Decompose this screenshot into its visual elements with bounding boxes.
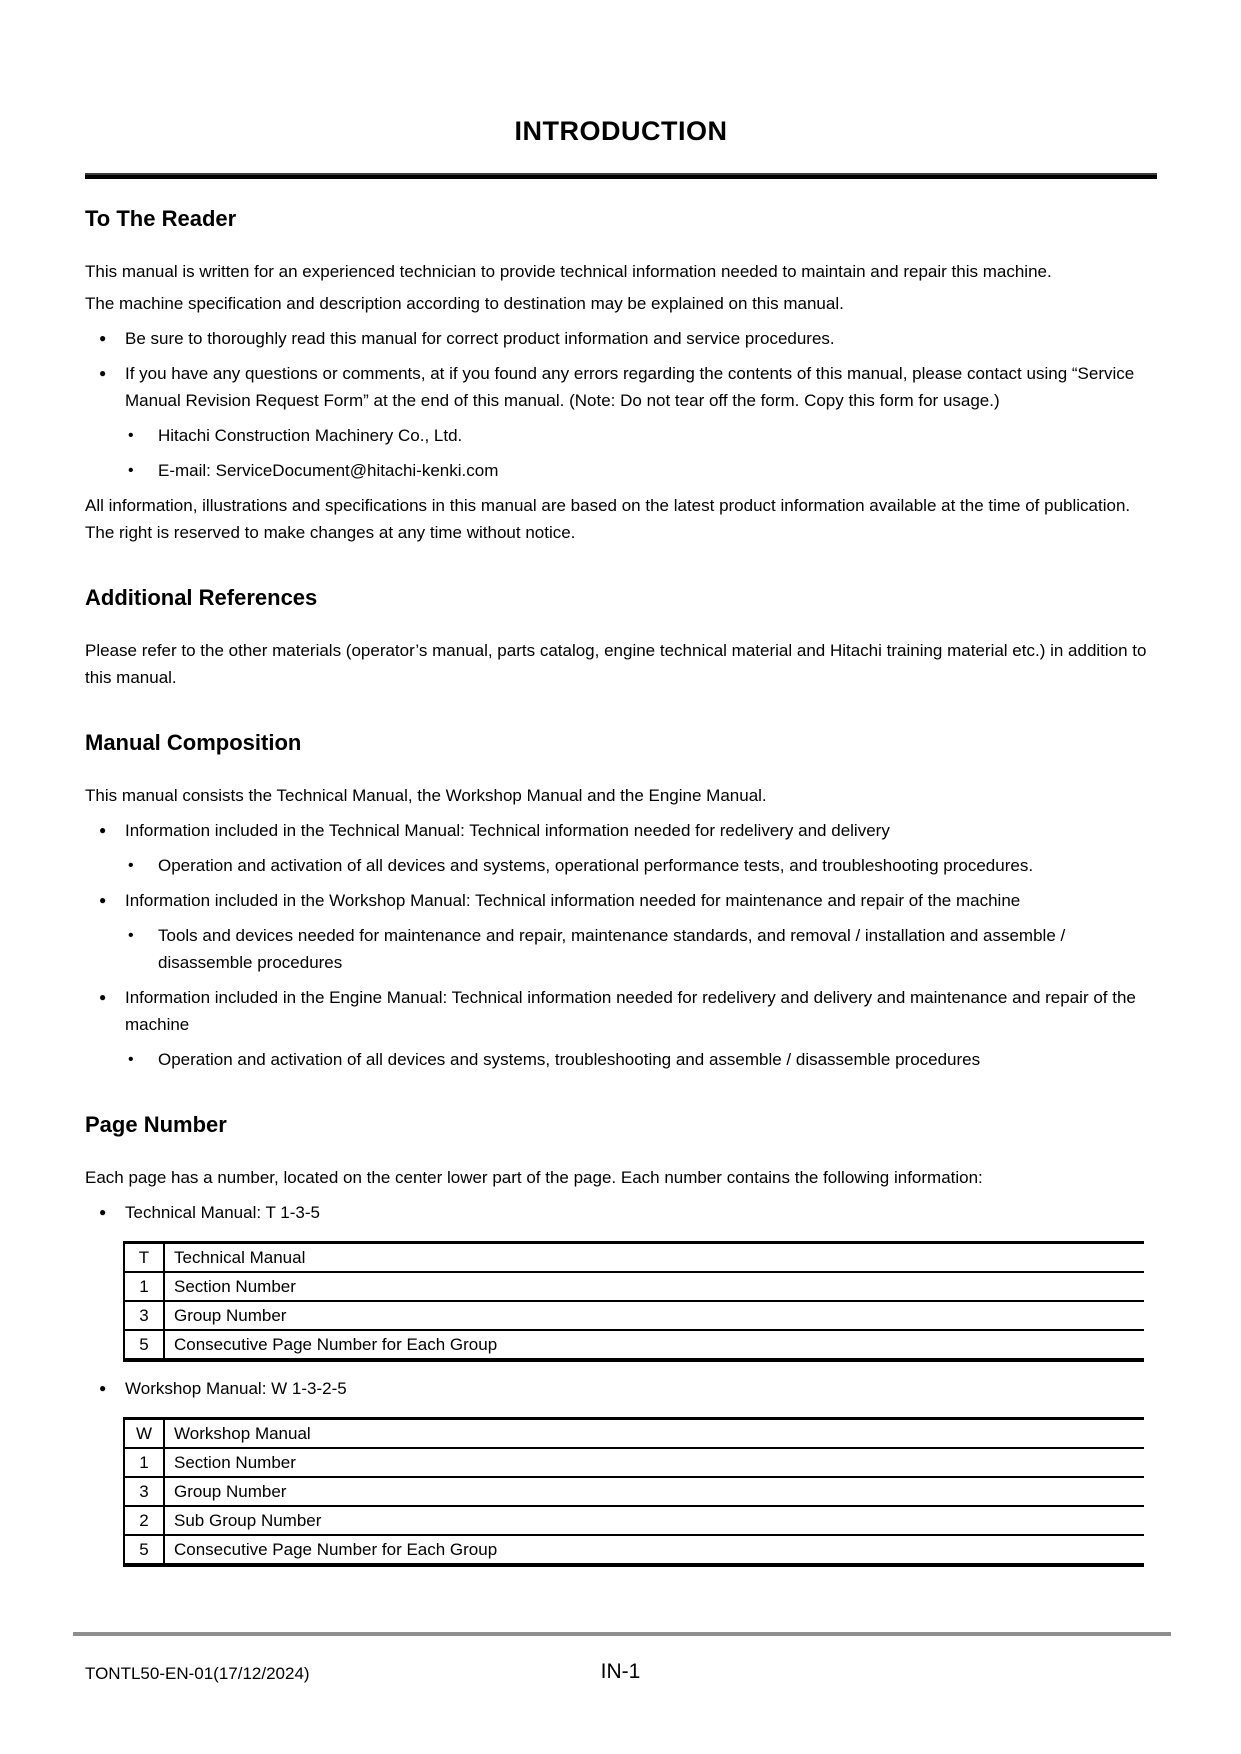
list-item-text: Information included in the Engine Manual: Technical information needed for redelivery and delivery and maintenance and repair of the machine (125, 988, 1136, 1034)
bullet-icon: ● (99, 893, 107, 907)
list-item (85, 325, 1157, 352)
list-item (85, 887, 1157, 914)
list-item-text: Operation and activation of all devices and systems, troubleshooting and assemble / disassemble procedures (158, 1050, 981, 1069)
table-row (124, 1477, 1144, 1506)
code-cell: 3 (124, 1301, 164, 1330)
description-cell: Group Number (164, 1477, 1144, 1506)
bullet-icon: ● (99, 1381, 107, 1395)
list-item-text: E-mail: ServiceDocument@hitachi-kenki.com (158, 461, 499, 480)
bullet-icon: ● (99, 823, 107, 837)
bullet-list (85, 817, 1157, 1073)
sub-bullet-icon: • (128, 857, 134, 874)
list-item-text: Information included in the Workshop Manual: Technical information needed for maintenance and repair of the machine (125, 891, 1021, 910)
list-item-text: Workshop Manual: W 1-3-2-5 (125, 1379, 347, 1398)
code-cell: 5 (124, 1330, 164, 1360)
table-row (124, 1506, 1144, 1535)
table-row (124, 1272, 1144, 1301)
list-item-text: If you have any questions or comments, at if you found any errors regarding the contents of this manual, please contact using “Service Manual Revision Request Form” at the end of this manual. (Note: Do not tear off the form. Copy this form for usage.) (125, 364, 1135, 410)
description-cell: Consecutive Page Number for Each Group (164, 1330, 1144, 1360)
code-cell: T (124, 1243, 164, 1273)
code-cell: 1 (124, 1272, 164, 1301)
bullet-icon: ● (99, 1205, 107, 1219)
sub-bullet-list (126, 422, 1157, 484)
table-row (124, 1243, 1144, 1273)
code-cell: 5 (124, 1535, 164, 1565)
heading-to-the-reader: To The Reader (85, 206, 237, 231)
technical-manual-code-table (123, 1241, 1144, 1362)
description-cell: Section Number (164, 1272, 1144, 1301)
paragraph: The machine specification and description according to destination may be explained on this manual. (85, 294, 844, 313)
list-item-text: Information included in the Technical Manual: Technical information needed for redelivery and delivery (125, 821, 890, 840)
list-item-text: Hitachi Construction Machinery Co., Ltd. (158, 426, 463, 445)
sub-bullet-icon: • (128, 1051, 134, 1068)
sub-bullet-list (126, 922, 1157, 976)
heading-page-number: Page Number (85, 1112, 227, 1137)
list-item (126, 422, 1157, 449)
code-cell: 3 (124, 1477, 164, 1506)
description-cell: Workshop Manual (174, 1424, 311, 1443)
description-cell: Section Number (164, 1448, 1144, 1477)
list-item (126, 852, 1157, 879)
page-title: INTRODUCTION (514, 116, 728, 146)
description-cell: Sub Group Number (164, 1506, 1144, 1535)
sub-bullet-icon: • (128, 462, 134, 479)
list-item (126, 922, 1157, 976)
bullet-icon: ● (99, 366, 107, 380)
table-row (124, 1535, 1144, 1565)
table-row (124, 1301, 1144, 1330)
footer-divider (73, 1632, 1171, 1636)
description-cell: Consecutive Page Number for Each Group (164, 1535, 1144, 1565)
footer-doc-code: TONTL50-EN-01(17/12/2024) (85, 1664, 310, 1683)
workshop-manual-code-table (123, 1417, 1144, 1567)
paragraph: Please refer to the other materials (operator’s manual, parts catalog, engine technical material and Hitachi training material etc.) in addition to this manual. (85, 641, 1147, 687)
list-item (85, 1375, 1157, 1402)
paragraph: Each page has a number, located on the center lower part of the page. Each number contains the following information: (85, 1168, 983, 1187)
list-item-text: Technical Manual: T 1-3-5 (125, 1203, 320, 1222)
paragraph: This manual is written for an experienced technician to provide technical information needed to maintain and repair this machine. (85, 262, 1052, 281)
code-cell: 1 (124, 1448, 164, 1477)
code-cell: 2 (124, 1506, 164, 1535)
paragraph: This manual consists the Technical Manual, the Workshop Manual and the Engine Manual. (85, 786, 767, 805)
list-item (85, 360, 1157, 414)
list-item-text: Operation and activation of all devices and systems, operational performance tests, and troubleshooting procedures. (158, 856, 1034, 875)
sub-bullet-list (126, 852, 1157, 879)
code-cell: W (124, 1419, 164, 1449)
paragraph: All information, illustrations and specifications in this manual are based on the latest product information available at the time of publication. The right is reserved to make changes at any time without notice. (85, 496, 1131, 542)
heading-additional-references: Additional References (85, 585, 318, 610)
table-row (124, 1330, 1144, 1360)
sub-bullet-list (126, 1046, 1157, 1073)
footer-page-number: IN-1 (600, 1660, 641, 1683)
sub-bullet-icon: • (128, 427, 134, 444)
sub-bullet-icon: • (128, 927, 134, 944)
list-item (85, 1199, 1157, 1226)
list-item (85, 817, 1157, 844)
bullet-icon: ● (99, 990, 107, 1004)
list-item-text: Tools and devices needed for maintenance and repair, maintenance standards, and removal / installation and assemble / disassemble procedures (158, 926, 1066, 972)
bullet-list (85, 325, 1157, 484)
list-item (126, 457, 1157, 484)
list-item-text: Be sure to thoroughly read this manual for correct product information and service procedures. (125, 329, 835, 348)
table-row (124, 1448, 1144, 1477)
list-item (126, 1046, 1157, 1073)
bullet-icon: ● (99, 331, 107, 345)
description-cell: Technical Manual (174, 1248, 306, 1267)
description-cell: Group Number (164, 1301, 1144, 1330)
title-divider (85, 173, 1157, 179)
heading-manual-composition: Manual Composition (85, 730, 302, 755)
list-item (85, 984, 1157, 1038)
table-row (124, 1419, 1144, 1449)
